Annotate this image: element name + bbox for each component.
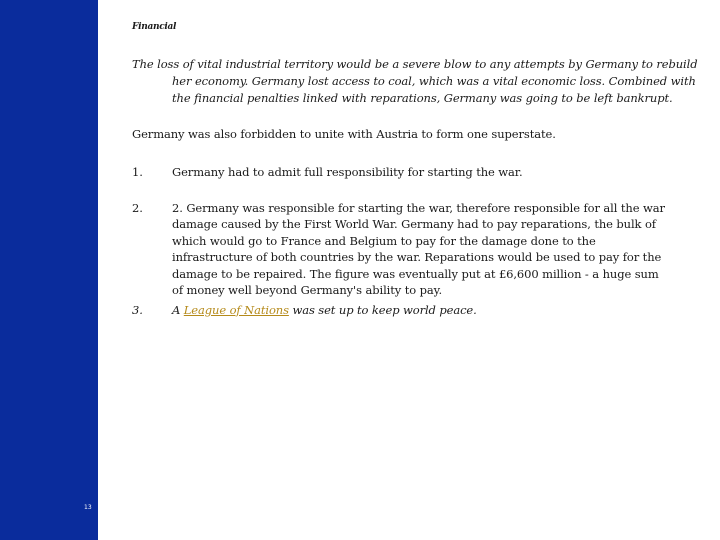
list-text-after: was set up to keep world peace. [288, 303, 477, 317]
list-text-before: A [172, 303, 184, 317]
blue-sidebar [0, 0, 98, 540]
financial-paragraph: The loss of vital industrial territory would be a severe blow to any attempts by Germany to rebuild her economy. Germany lost access to coal, which was a vital economic loss. Combined with the financial penalties linked with reparations, Germany was going to be left bankrupt. [132, 57, 698, 105]
page-number: 13 [84, 504, 92, 511]
list-text [172, 302, 672, 318]
list-text: Germany had to admit full responsibility for starting the war. [172, 165, 523, 179]
list-text: 2. Germany was responsible for starting the war, therefore responsible for all the war damage caused by the First World War. Germany had to pay reparations, the bulk of which would go to France and Belgium to pay for the damage done to the infrastructure of both countries by the war. Reparations would be used to pay for the damage to be repaired. The figure was eventually put at £6,600 million - a huge sum of money well beyond Germany's ability to pay. [172, 201, 665, 298]
list-number: 2. [132, 201, 143, 215]
list-number: 3. [132, 303, 143, 317]
list-number: 1. [132, 165, 143, 179]
league-of-nations-link[interactable]: League of Nations [183, 303, 289, 317]
section-heading: Financial [132, 22, 177, 32]
austria-paragraph: Germany was also forbidden to unite with Austria to form one superstate. [132, 127, 556, 141]
